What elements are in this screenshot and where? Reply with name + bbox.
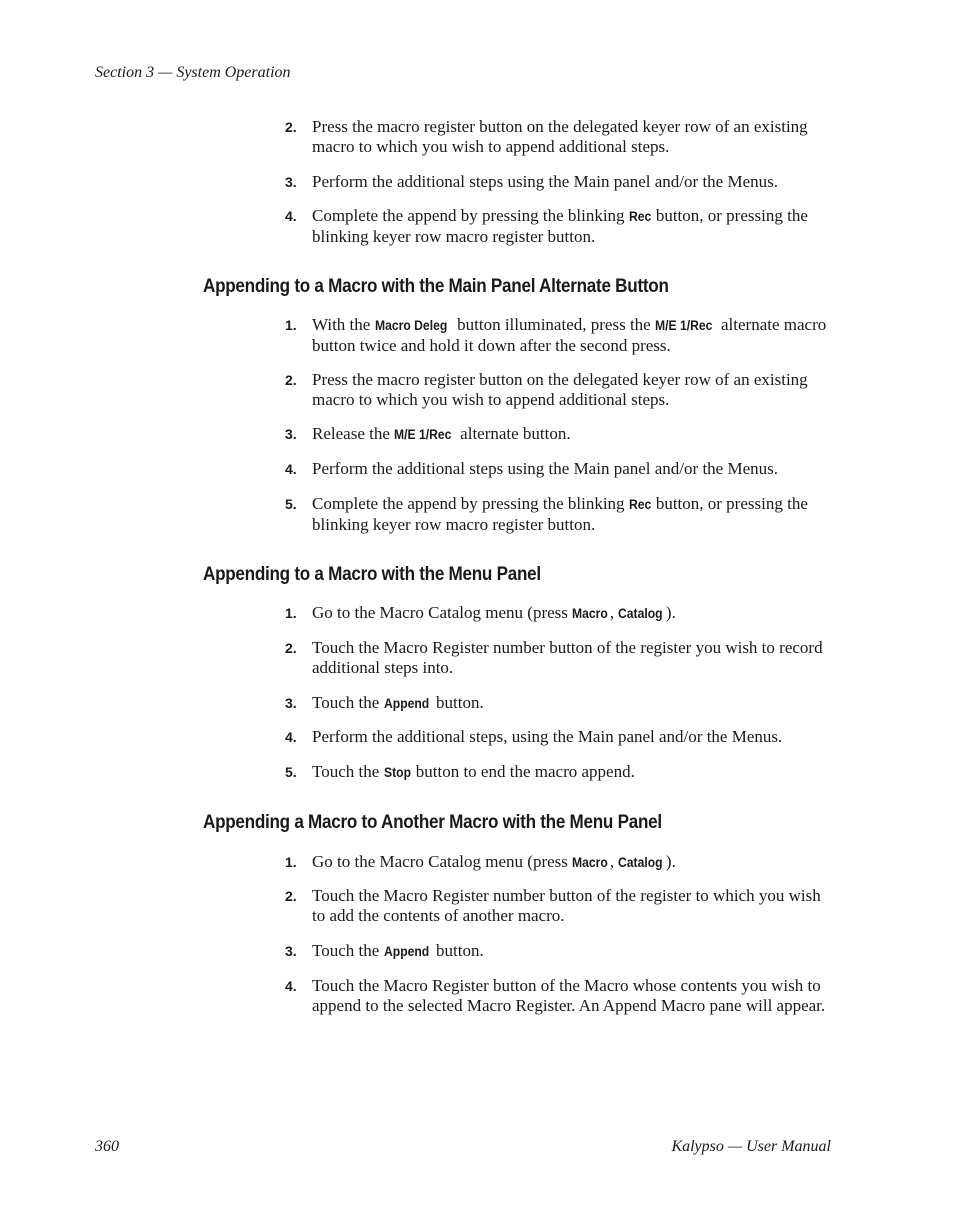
ui-keyword: Rec [628,497,652,512]
step-number: 3. [285,943,297,959]
ui-keyword: Rec [628,209,652,224]
step-text: Touch the Append button. [312,693,484,712]
ui-keyword: Macro Deleg [374,318,447,333]
ui-keyword: Append [383,696,429,711]
step-text: Perform the additional steps using the Main panel and/or the Menus. [312,459,778,478]
step-text: Perform the additional steps, using the Main panel and/or the Menus. [312,727,783,746]
step-number: 2. [285,372,297,388]
step-number: 4. [285,461,297,477]
ui-keyword: Catalog [618,606,663,621]
running-header: Section 3 — System Operation [95,64,291,81]
step-text: Complete the append by pressing the blinking Rec button, or pressing the blinking keyer row macro register button. [312,494,808,534]
ui-keyword: Stop [383,765,411,780]
step-number: 3. [285,174,297,190]
step-number: 2. [285,888,297,904]
ui-keyword: Macro [572,606,608,621]
step-text: With the Macro Deleg button illuminated, press the M/E 1/Rec alternate macro button twice and hold it down after the second press. [312,315,827,355]
ui-keyword: M/E 1/Rec [654,318,713,333]
step-text: Release the M/E 1/Rec alternate button. [312,424,571,443]
step-text: Press the macro register button on the delegated keyer row of an existing macro to which you wish to append additional steps. [312,370,808,409]
step-number: 5. [285,496,297,512]
step-text: Perform the additional steps using the Main panel and/or the Menus. [312,172,778,191]
step-number: 3. [285,695,297,711]
step-number: 4. [285,978,297,994]
ui-keyword: M/E 1/Rec [394,427,452,442]
step-text: Go to the Macro Catalog menu (press Macro , Catalog ). [312,603,676,622]
step-number: 2. [285,119,297,135]
step-text: Touch the Append button. [312,941,484,960]
step-number: 4. [285,208,297,224]
step-text: Complete the append by pressing the blinking Rec button, or pressing the blinking keyer row macro register button. [312,206,808,246]
step-number: 1. [285,317,297,333]
step-text: Touch the Macro Register number button of the register you wish to record additional steps into. [312,638,823,677]
section-heading: Appending to a Macro with the Menu Panel [203,564,541,585]
section-heading: Appending to a Macro with the Main Panel Alternate Button [203,276,669,297]
step-number: 4. [285,729,297,745]
step-number: 2. [285,640,297,656]
ui-keyword: Append [383,944,429,959]
step-text: Touch the Stop button to end the macro append. [312,762,635,781]
step-text: Touch the Macro Register button of the Macro whose contents you wish to append to the selected Macro Register. An Append Macro pane will appear. [312,976,826,1015]
ui-keyword: Catalog [618,855,663,870]
step-number: 3. [285,426,297,442]
step-number: 1. [285,854,297,870]
step-text: Touch the Macro Register number button of the register to which you wish to add the contents of another macro. [312,886,821,925]
section-heading: Appending a Macro to Another Macro with the Menu Panel [203,812,662,833]
manual-title: Kalypso — User Manual [671,1138,831,1155]
page-number: 360 [95,1138,119,1155]
step-number: 5. [285,764,297,780]
step-text: Go to the Macro Catalog menu (press Macro , Catalog ). [312,852,676,871]
ui-keyword: Macro [572,855,608,870]
step-number: 1. [285,605,297,621]
step-text: Press the macro register button on the delegated keyer row of an existing macro to which you wish to append additional steps. [312,117,808,156]
